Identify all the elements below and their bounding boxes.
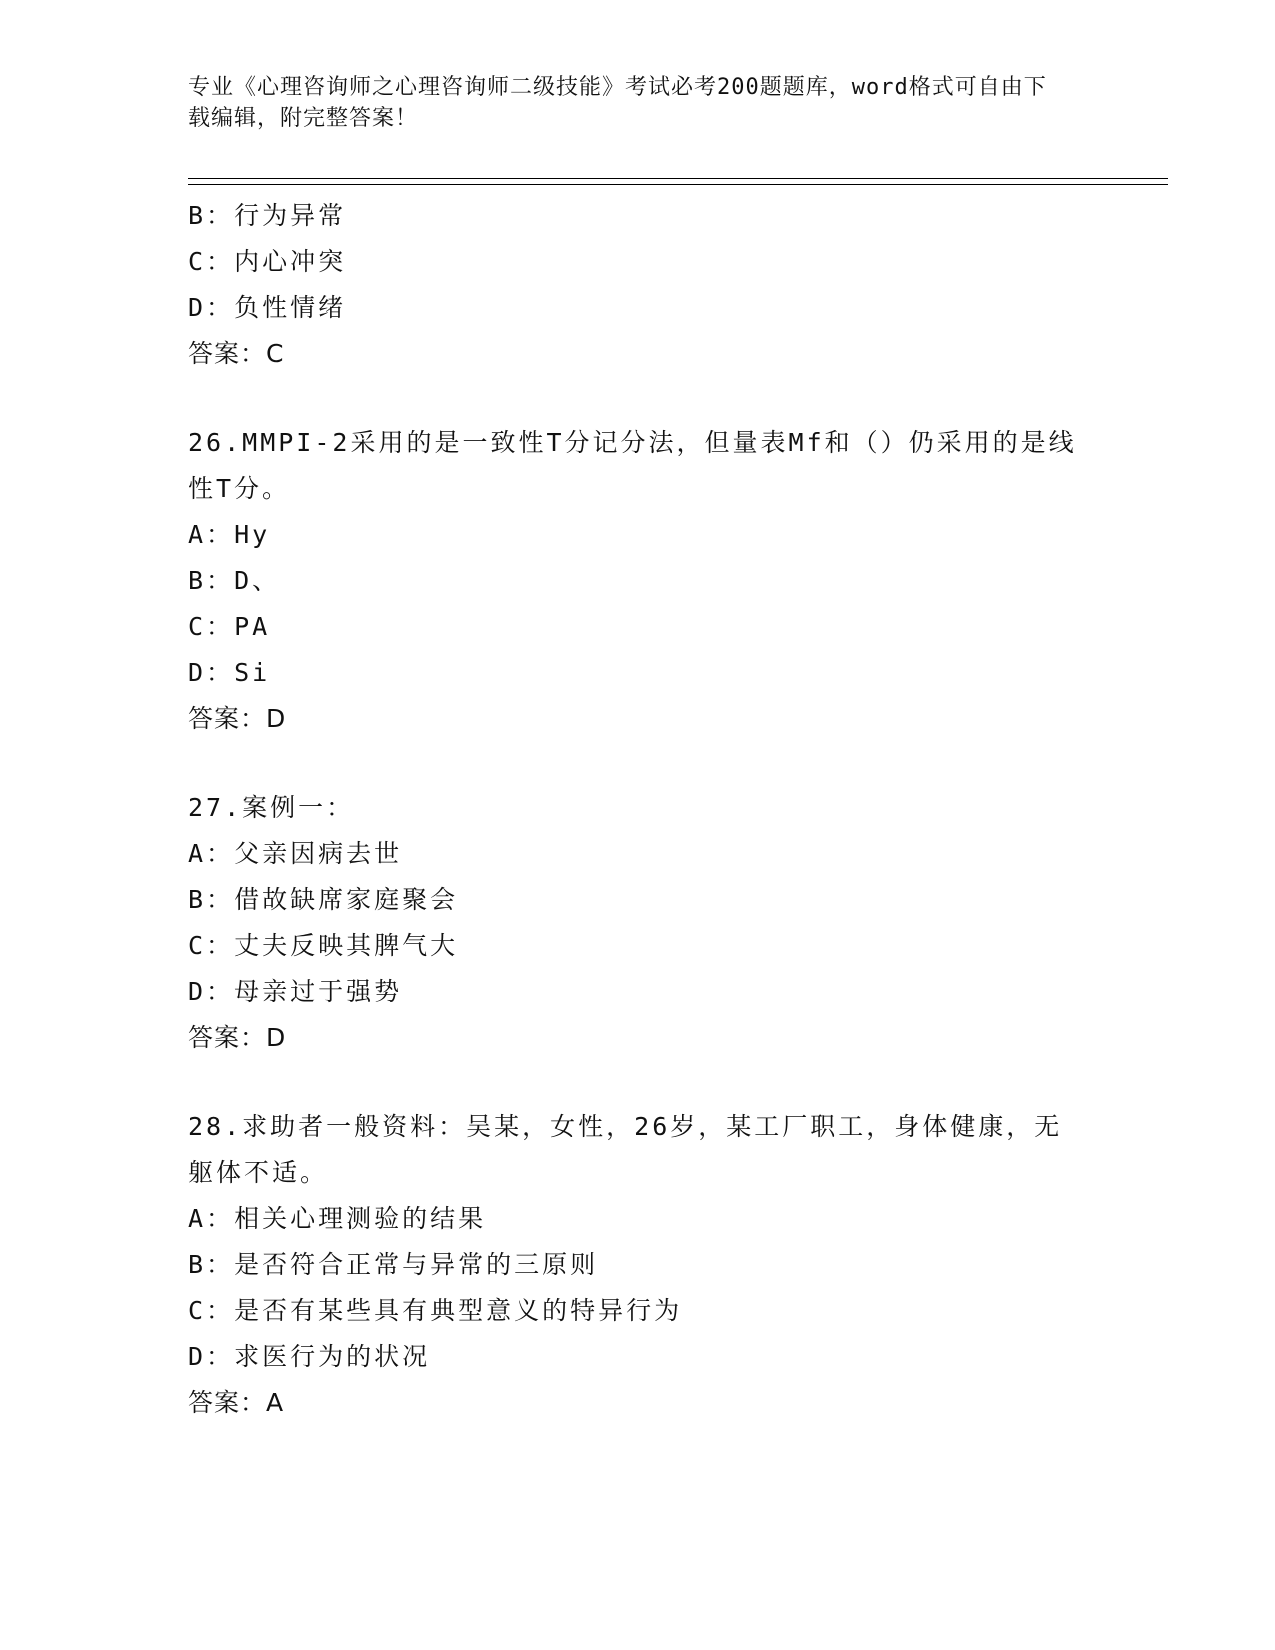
answer-line: 答案：C — [188, 339, 285, 368]
header-divider-bottom — [188, 184, 1168, 185]
option-d: D：负性情绪 — [188, 293, 347, 322]
question-stem: 27.案例一： — [188, 793, 355, 822]
question-stem: 28.求助者一般资料：吴某，女性，26岁，某工厂职工，身体健康，无躯体不适。 — [188, 1112, 1063, 1187]
answer-value: D — [266, 1023, 287, 1052]
option-c: C：是否有某些具有典型意义的特异行为 — [188, 1296, 683, 1325]
option-d: D：母亲过于强势 — [188, 977, 403, 1006]
answer-line: 答案：D — [188, 704, 287, 733]
answer-value: C — [266, 339, 285, 368]
option-b: B：D、 — [188, 566, 281, 595]
option-b: B：是否符合正常与异常的三原则 — [188, 1250, 599, 1279]
option-a: A：相关心理测验的结果 — [188, 1204, 487, 1233]
option-c: C：PA — [188, 612, 271, 641]
option-d: D：求医行为的状况 — [188, 1342, 431, 1371]
option-a: A：Hy — [188, 520, 271, 549]
question-27 — [188, 785, 1088, 1061]
question-26 — [188, 420, 1088, 742]
option-a: A：父亲因病去世 — [188, 839, 403, 868]
question-28 — [188, 1104, 1088, 1426]
question-partial — [188, 193, 1088, 377]
option-c: C：丈夫反映其脾气大 — [188, 931, 459, 960]
header-divider-top — [188, 178, 1168, 179]
answer-line: 答案：A — [188, 1388, 285, 1417]
option-d: D：Si — [188, 658, 271, 687]
answer-line: 答案：D — [188, 1023, 287, 1052]
option-b: B：借故缺席家庭聚会 — [188, 885, 459, 914]
question-stem: 26.MMPI-2采用的是一致性T分记分法，但量表Mf和（）仍采用的是线性T分。 — [188, 428, 1077, 503]
answer-value: A — [266, 1388, 285, 1417]
option-b: B：行为异常 — [188, 201, 347, 230]
option-c: C：内心冲突 — [188, 247, 347, 276]
question-list — [188, 193, 1088, 1426]
document-header-title: 专业《心理咨询师之心理咨询师二级技能》考试必考200题题库，word格式可自由下载编辑，附完整答案！ — [188, 75, 1047, 131]
answer-value: D — [266, 704, 287, 733]
